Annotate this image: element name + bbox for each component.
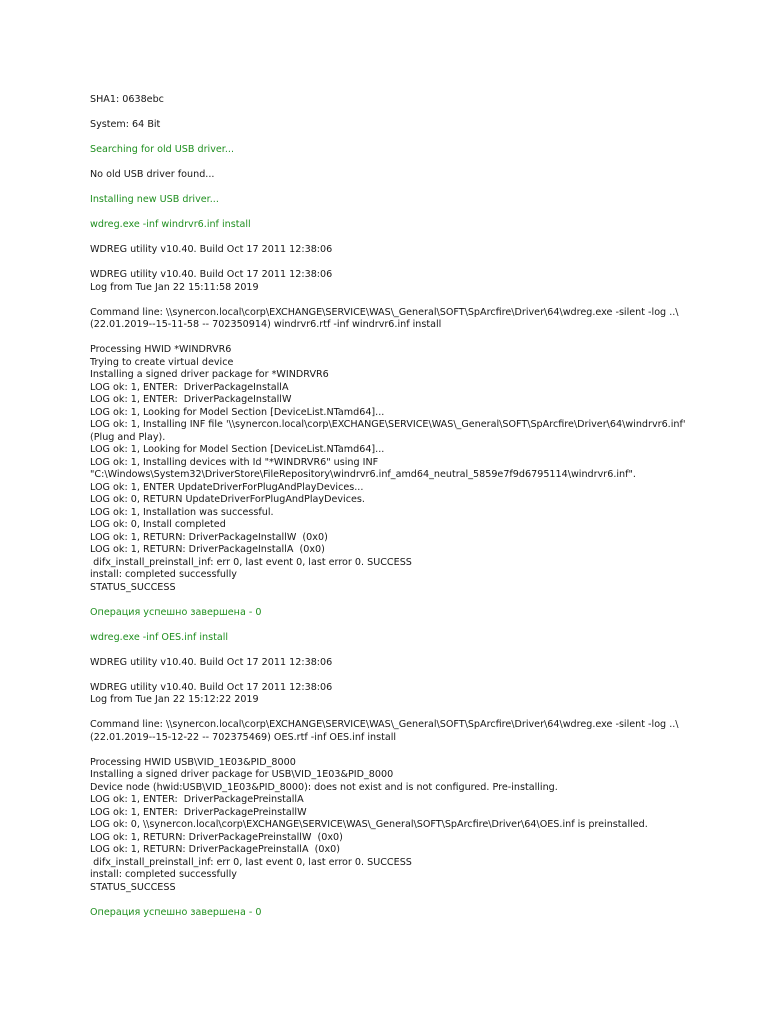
log-line: LOG ok: 1, Looking for Model Section [DeviceList.NTamd64]... [90,444,385,455]
log-line: (Plug and Play). [90,431,166,443]
status-message [90,907,760,920]
status-message [90,144,760,157]
log-line: Log from Tue Jan 22 15:12:22 2019 [90,694,259,705]
log-line: LOG ok: 1, Installation was successful. [90,506,274,518]
log-line: Trying to create virtual device [90,356,234,368]
status-message [90,607,760,620]
log-line: LOG ok: 0, RETURN UpdateDriverForPlugAndPlayDevices. [90,494,365,505]
log-line: "C:\Windows\System32\DriverStore\FileRepository\windrvr6.inf_amd64_neutral_5859e7f9d6795114\windrvr6.inf". [90,469,636,480]
log-block [90,269,760,294]
log-line: WDREG utility v10.40. Build Oct 17 2011 12:38:06 [90,656,333,668]
log-block [90,344,760,594]
log-line: LOG ok: 1, RETURN: DriverPackagePreinstallA (0x0) [90,844,340,855]
log-line: Installing new USB driver... [90,194,219,205]
log-line: install: completed successfully [90,869,237,880]
log-block [90,757,760,895]
log-line: LOG ok: 1, RETURN: DriverPackageInstallW (0x0) [90,531,328,543]
log-line: install: completed successfully [90,569,237,580]
log-line: Processing HWID *WINDRVR6 [90,344,232,355]
log-line: Processing HWID USB\VID_1E03&PID_8000 [90,756,296,768]
log-block [90,682,760,707]
status-message [90,219,760,232]
log-block [90,657,760,670]
log-line: LOG ok: 1, ENTER: DriverPackagePreinstallA [90,794,304,805]
log-line: LOG ok: 1, ENTER UpdateDriverForPlugAndPlayDevices... [90,481,364,493]
log-block [90,244,760,257]
log-line: (22.01.2019--15-11-58 -- 702350914) windrvr6.rtf -inf windrvr6.inf install [90,319,442,330]
log-line: Installing a signed driver package for USB\VID_1E03&PID_8000 [90,769,394,780]
log-line: LOG ok: 0, \\synercon.local\corp\EXCHANGE\SERVICE\WAS\_General\SOFT\SpArcfire\Driver\64\OES.inf is preinstalled. [90,819,648,830]
log-line: LOG ok: 1, RETURN: DriverPackageInstallA (0x0) [90,544,325,555]
log-block [90,307,760,332]
log-line: LOG ok: 1, RETURN: DriverPackagePreinstallW (0x0) [90,831,343,843]
log-line: No old USB driver found... [90,169,215,180]
log-line: Command line: \\synercon.local\corp\EXCHANGE\SERVICE\WAS\_General\SOFT\SpArcfire\Driver\64\wdreg.exe -silent -log ..\ [90,306,679,318]
log-line: Операция успешно завершена - 0 [90,906,262,918]
log-line: Searching for old USB driver... [90,144,234,155]
log-line: STATUS_SUCCESS [90,581,176,593]
log-line: LOG ok: 1, ENTER: DriverPackageInstallW [90,394,292,405]
log-line: LOG ok: 1, Looking for Model Section [DeviceList.NTamd64]... [90,406,385,418]
log-block [90,719,760,744]
log-line: wdreg.exe -inf OES.inf install [90,631,229,643]
log-line: Операция успешно завершена - 0 [90,606,262,618]
log-line: LOG ok: 1, ENTER: DriverPackagePreinstallW [90,806,307,818]
log-line: difx_install_preinstall_inf: err 0, last event 0, last error 0. SUCCESS [90,856,412,868]
log-line: WDREG utility v10.40. Build Oct 17 2011 12:38:06 [90,681,333,693]
log-line: difx_install_preinstall_inf: err 0, last event 0, last error 0. SUCCESS [90,556,412,568]
log-line: LOG ok: 1, ENTER: DriverPackageInstallA [90,381,289,393]
log-line: Device node (hwid:USB\VID_1E03&PID_8000): does not exist and is not configured. Pre-installing. [90,781,558,793]
log-line: wdreg.exe -inf windrvr6.inf install [90,219,251,230]
log-line: LOG ok: 1, Installing devices with Id "*WINDRVR6" using INF [90,456,379,468]
log-block [90,169,760,182]
log-line: STATUS_SUCCESS [90,881,176,893]
log-line: System: 64 Bit [90,119,161,130]
log-line: (22.01.2019--15-12-22 -- 702375469) OES.rtf -inf OES.inf install [90,731,397,743]
log-line: WDREG utility v10.40. Build Oct 17 2011 12:38:06 [90,269,333,280]
log-line: SHA1: 0638ebc [90,94,164,105]
log-block [90,119,760,132]
installer-log [90,94,760,932]
status-message [90,194,760,207]
log-line: LOG ok: 1, Installing INF file '\\synercon.local\corp\EXCHANGE\SERVICE\WAS\_General\SOFT\SpArcfire\Driver\64\windrvr6.inf' [90,419,686,430]
log-line: WDREG utility v10.40. Build Oct 17 2011 12:38:06 [90,244,333,255]
log-line: Installing a signed driver package for *WINDRVR6 [90,369,329,380]
log-line: Command line: \\synercon.local\corp\EXCHANGE\SERVICE\WAS\_General\SOFT\SpArcfire\Driver\64\wdreg.exe -silent -log ..\ [90,719,679,730]
log-line: LOG ok: 0, Install completed [90,519,226,530]
status-message [90,632,760,645]
log-line: Log from Tue Jan 22 15:11:58 2019 [90,281,259,293]
log-block [90,94,760,107]
